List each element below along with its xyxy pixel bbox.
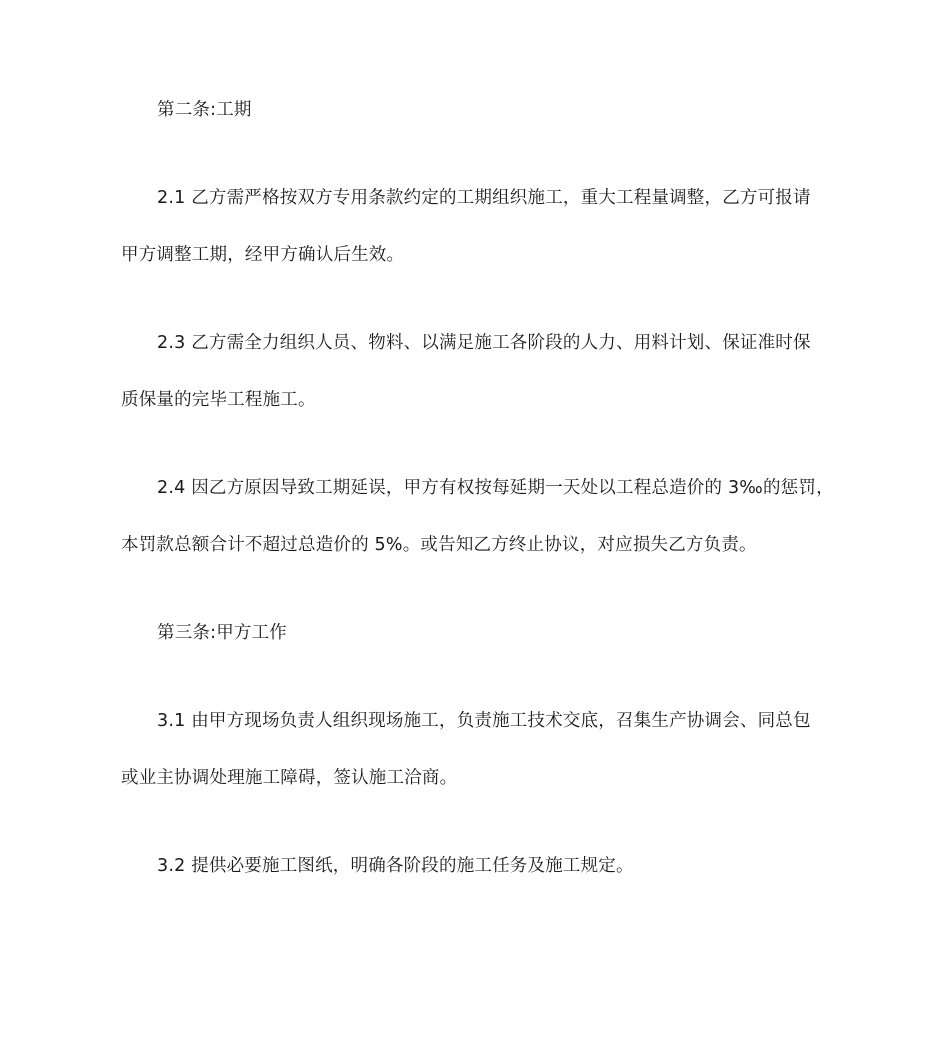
clause-2-1-line-2: 甲方调整工期，经甲方确认后生效。	[121, 245, 405, 265]
clause-3-2-line-1: 3.2 提供必要施工图纸，明确各阶段的施工任务及施工规定。	[157, 856, 634, 876]
clause-3-1-line-2: 或业主协调处理施工障碍，签认施工洽商。	[121, 768, 458, 788]
clause-2-3-line-2: 质保量的完毕工程施工。	[121, 390, 316, 410]
clause-2-1-line-1: 2.1 乙方需严格按双方专用条款约定的工期组织施工，重大工程量调整，乙方可报请	[157, 188, 811, 208]
section-heading-2: 第二条:工期	[157, 100, 252, 120]
clause-2-4-line-1: 2.4 因乙方原因导致工期延误，甲方有权按每延期一天处以工程总造价的 3‰的惩罚，	[157, 478, 834, 498]
clause-3-1-line-1: 3.1 由甲方现场负责人组织现场施工，负责施工技术交底，召集生产协调会、同总包	[157, 711, 811, 731]
clause-2-3-line-1: 2.3 乙方需全力组织人员、物料、以满足施工各阶段的人力、用料计划、保证准时保	[157, 333, 811, 353]
clause-2-4-line-2: 本罚款总额合计不超过总造价的 5%。或告知乙方终止协议，对应损失乙方负责。	[121, 535, 757, 555]
section-heading-3: 第三条:甲方工作	[157, 623, 287, 643]
